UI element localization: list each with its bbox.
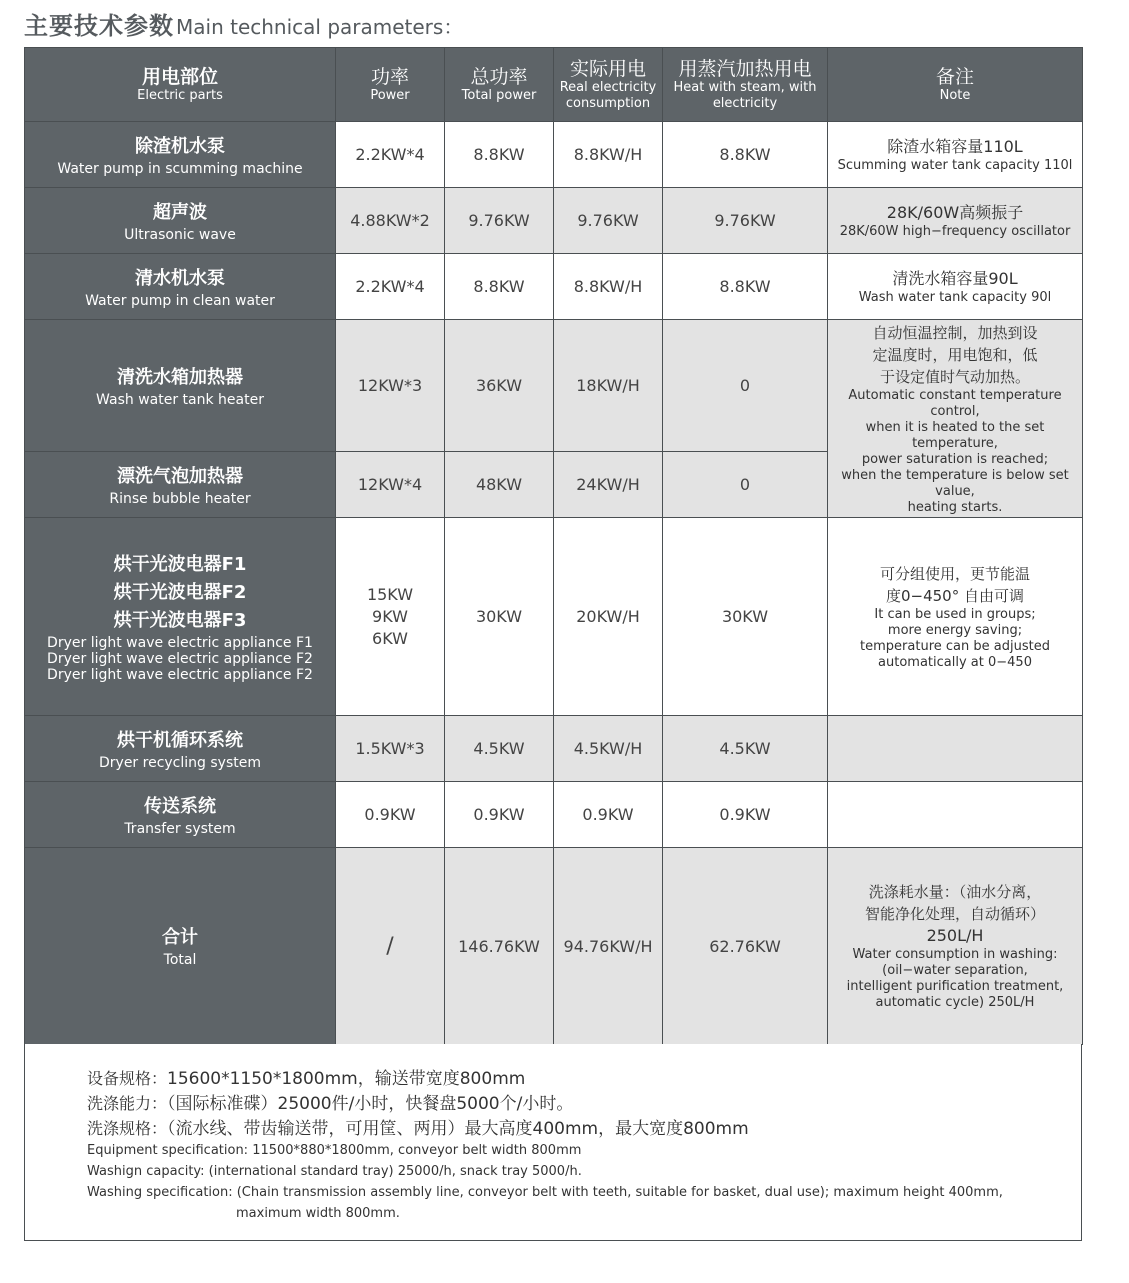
row-note-empty <box>828 716 1083 782</box>
footer-washing-zh: 洗涤规格：（流水线、带齿输送带，可用筐、两用）最大高度400mm，最大宽度800mm <box>87 1119 749 1139</box>
row-power: 2.2KW*4 <box>336 254 445 320</box>
footer-capacity-en: Washign capacity: (international standard tray) 25000/h, snack tray 5000/h. <box>87 1164 582 1179</box>
page-title-zh: 主要技术参数 <box>24 12 174 40</box>
footer-washing-en: Washing specification: (Chain transmission assembly line, conveyor belt with teeth, suitable for basket, dual use); maximum height 400mm, <box>87 1185 1003 1200</box>
row-power: 12KW*3 <box>336 320 445 452</box>
row-real: 8.8KW/H <box>554 122 663 188</box>
dryer-real: 20KW/H <box>554 518 663 716</box>
page-title-en: Main technical parameters： <box>176 15 464 39</box>
dryer-total: 30KW <box>445 518 554 716</box>
table-row <box>25 254 1083 320</box>
spec-footer <box>24 1044 1082 1241</box>
total-steam: 62.76KW <box>663 848 828 1045</box>
row-real: 9.76KW <box>554 188 663 254</box>
table-row <box>25 320 1083 452</box>
header-steam-heating: 用蒸汽加热用电 Heat with steam, with electricity <box>663 48 828 122</box>
row-steam: 0.9KW <box>663 782 828 848</box>
row-part: 漂洗气泡加热器 Rinse bubble heater <box>25 452 336 518</box>
total-power: / <box>336 848 445 1045</box>
row-note: 除渣水箱容量110L Scumming water tank capacity 110l <box>828 122 1083 188</box>
row-real: 24KW/H <box>554 452 663 518</box>
table-row <box>25 122 1083 188</box>
dryer-power: 15KW 9KW 6KW <box>336 518 445 716</box>
total-total: 146.76KW <box>445 848 554 1045</box>
row-part: 除渣机水泵 Water pump in scumming machine <box>25 122 336 188</box>
dryer-part: 烘干光波电器F1 烘干光波电器F2 烘干光波电器F3 Dryer light wave electric appliance F1 Dryer light wave electric appliance F2 Dryer light wave electric appliance F2 <box>25 518 336 716</box>
table-row-dryer <box>25 518 1083 716</box>
header-total-power: 总功率 Total power <box>445 48 554 122</box>
footer-spec-en: Equipment specification: 11500*880*1800mm, conveyor belt width 800mm <box>87 1143 582 1158</box>
row-part: 超声波 Ultrasonic wave <box>25 188 336 254</box>
heater-note: 自动恒温控制，加热到设 定温度时，用电饱和，低 于设定值时气动加热。 Automatic constant temperature control, when it is heated to the set temperature, power saturation is reached; when the temperature is below set value, heating starts. <box>828 320 1083 518</box>
dryer-steam: 30KW <box>663 518 828 716</box>
row-power: 1.5KW*3 <box>336 716 445 782</box>
row-real: 18KW/H <box>554 320 663 452</box>
table-row-total <box>25 848 1083 1045</box>
row-note-empty <box>828 782 1083 848</box>
row-note: 28K/60W高频振子 28K/60W high−frequency oscillator <box>828 188 1083 254</box>
table-row <box>25 188 1083 254</box>
footer-washing-en-cont: maximum width 800mm. <box>236 1206 400 1221</box>
row-steam: 8.8KW <box>663 254 828 320</box>
total-real: 94.76KW/H <box>554 848 663 1045</box>
row-power: 2.2KW*4 <box>336 122 445 188</box>
row-part: 烘干机循环系统 Dryer recycling system <box>25 716 336 782</box>
row-power: 4.88KW*2 <box>336 188 445 254</box>
table-row <box>25 716 1083 782</box>
dryer-note: 可分组使用，更节能温 度0−450° 自由可调 It can be used in groups; more energy saving; temperature can be adjusted automatically at 0−450 <box>828 518 1083 716</box>
row-part: 清水机水泵 Water pump in clean water <box>25 254 336 320</box>
row-steam: 0 <box>663 320 828 452</box>
row-power: 0.9KW <box>336 782 445 848</box>
row-real: 0.9KW <box>554 782 663 848</box>
row-power: 12KW*4 <box>336 452 445 518</box>
table-row <box>25 782 1083 848</box>
row-steam: 0 <box>663 452 828 518</box>
row-total: 8.8KW <box>445 254 554 320</box>
header-note: 备注 Note <box>828 48 1083 122</box>
header-power: 功率 Power <box>336 48 445 122</box>
row-total: 48KW <box>445 452 554 518</box>
footer-capacity-zh: 洗涤能力：（国际标准碟）25000件/小时，快餐盘5000个/小时。 <box>87 1094 574 1114</box>
header-electric-parts: 用电部位 Electric parts <box>25 48 336 122</box>
total-note: 洗涤耗水量：（油水分离， 智能净化处理，自动循环） 250L/H Water consumption in washing: (oil−water separation, intelligent purification treatment, automatic cycle) 250L/H <box>828 848 1083 1045</box>
row-steam: 9.76KW <box>663 188 828 254</box>
row-real: 4.5KW/H <box>554 716 663 782</box>
total-part: 合计 Total <box>25 848 336 1045</box>
row-real: 8.8KW/H <box>554 254 663 320</box>
row-note: 清洗水箱容量90L Wash water tank capacity 90l <box>828 254 1083 320</box>
page-title <box>24 6 463 42</box>
row-total: 4.5KW <box>445 716 554 782</box>
row-part: 传送系统 Transfer system <box>25 782 336 848</box>
table-header <box>25 48 1083 122</box>
row-total: 36KW <box>445 320 554 452</box>
row-total: 8.8KW <box>445 122 554 188</box>
row-total: 0.9KW <box>445 782 554 848</box>
header-real-consumption: 实际用电 Real electricity consumption <box>554 48 663 122</box>
row-steam: 4.5KW <box>663 716 828 782</box>
row-part: 清洗水箱加热器 Wash water tank heater <box>25 320 336 452</box>
row-steam: 8.8KW <box>663 122 828 188</box>
spec-table <box>24 47 1083 1045</box>
footer-spec-zh: 设备规格：15600*1150*1800mm，输送带宽度800mm <box>87 1069 526 1089</box>
row-total: 9.76KW <box>445 188 554 254</box>
